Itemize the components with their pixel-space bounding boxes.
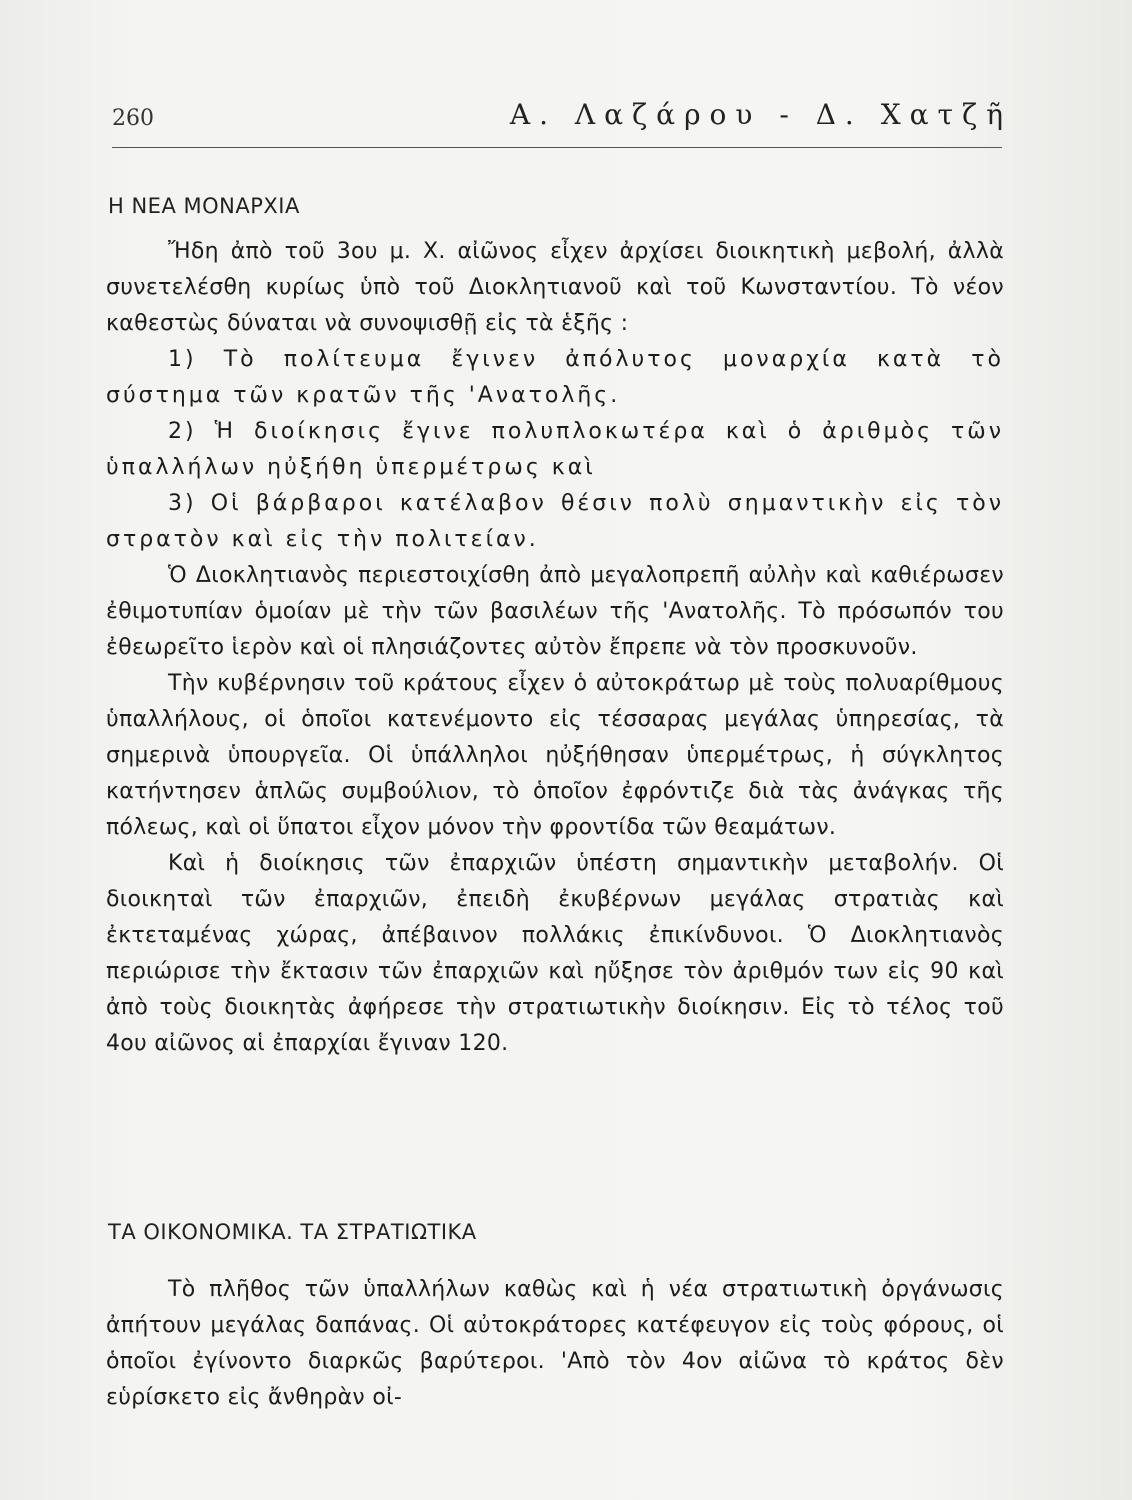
paragraph: Τὸ πλῆθος τῶν ὑπαλλήλων καθὼς καὶ ἡ νέα στρατιωτικὴ ὀργάνωσις ἀπήτουν μεγάλας δαπάνας. Οἱ αὐτοκράτορες κατέφευγον εἰς τοὺς φόρους, οἱ ὁποῖοι ἐγίνοντο διαρκῶς βαρύτεροι. 'Απὸ τὸν 4ον αἰῶνα τὸ κράτος δὲν εὑρίσκετο εἰς ἄνθηρὰν οἰ- xyxy=(106,1277,1004,1410)
section-body-new-monarchy xyxy=(106,234,1004,1062)
header-rule xyxy=(112,147,1002,148)
list-item-2: 2) Ἡ διοίκησις ἔγινε πολυπλοκωτέρα καὶ ὁ ἀριθμὸς τῶν ὑπαλλήλων ηὐξήθη ὑπερμέτρως καὶ xyxy=(106,419,1004,480)
paragraph: Ὁ Διοκλητιανὸς περιεστοιχίσθη ἀπὸ μεγαλοπρεπῆ αὐλὴν καὶ καθιέρωσεν ἐθιμοτυπίαν ὁμοίαν μὲ τὴν τῶν βασιλέων τῆς 'Ανατολῆς. Τὸ πρόσωπόν του ἐθεωρεῖτο ἱερὸν καὶ οἱ πλησιάζοντες αὐτὸν ἔπρεπε νὰ τὸν προσκυνοῦν. xyxy=(106,563,1004,660)
page-number: 260 xyxy=(112,106,154,131)
running-head: Α. Λαζάρου - Δ. Χατζῆ xyxy=(509,98,1012,131)
list-item-1: 1) Τὸ πολίτευμα ἔγινεν ἀπόλυτος μοναρχία κατὰ τὸ σύστημα τῶν κρατῶν τῆς 'Ανατολῆς. xyxy=(106,347,1004,408)
section-title-economics-military: ΤΑ ΟΙΚΟΝΟΜΙΚΑ. ΤΑ ΣΤΡΑΤΙΩΤΙΚΑ xyxy=(108,1220,477,1244)
section-title-new-monarchy: Η ΝΕΑ ΜΟΝΑΡΧΙΑ xyxy=(108,194,300,218)
paragraph: Καὶ ἡ διοίκησις τῶν ἐπαρχιῶν ὑπέστη σημαντικὴν μεταβολήν. Οἱ διοικηταὶ τῶν ἐπαρχιῶν, ἐπειδὴ ἐκυβέρνων μεγάλας στρατιὰς καὶ ἐκτεταμένας χώρας, ἀπέβαινον πολλάκις ἐπικίνδυνοι. Ὁ Διοκλητιανὸς περιώρισε τὴν ἔκτασιν τῶν ἐπαρχιῶν καὶ ηὔξησε τὸν ἀριθμόν των εἰς 90 καὶ ἀπὸ τοὺς διοικητὰς ἀφήρεσε τὴν στρατιωτικὴν διοίκησιν. Εἰς τὸ τέλος τοῦ 4ου αἰῶνος αἱ ἐπαρχίαι ἔγιναν 120. xyxy=(106,851,1004,1056)
paragraph: Τὴν κυβέρνησιν τοῦ κράτους εἶχεν ὁ αὐτοκράτωρ μὲ τοὺς πολυαρίθμους ὑπαλλήλους, οἱ ὁποῖοι κατενέμοντο εἰς τέσσαρας μεγάλας ὑπηρεσίας, τὰ σημερινὰ ὑπουργεῖα. Οἱ ὑπάλληλοι ηὐξήθησαν ὑπερμέτρως, ἡ σύγκλητος κατήντησεν ἁπλῶς συμβούλιον, τὸ ὁποῖον ἐφρόντιζε διὰ τὰς ἀνάγκας τῆς πόλεως, καὶ οἱ ὕπατοι εἶχον μόνον τὴν φροντίδα τῶν θεαμάτων. xyxy=(106,671,1004,840)
section-body-economics-military xyxy=(106,1272,1004,1416)
page-header xyxy=(112,96,1012,140)
paragraph: Ἤδη ἀπὸ τοῦ 3ου μ. Χ. αἰῶνος εἶχεν ἀρχίσει διοικητικὴ μεβολή, ἀλλὰ συνετελέσθη κυρίως ὑπὸ τοῦ Διοκλητιανοῦ καὶ τοῦ Κωνσταντίου. Τὸ νέον καθεστὼς δύναται νὰ συνοψισθῇ εἰς τὰ ἑξῆς : xyxy=(106,239,1004,336)
list-item-3: 3) Οἱ βάρβαροι κατέλαβον θέσιν πολὺ σημαντικὴν εἰς τὸν στρατὸν καὶ εἰς τὴν πολιτείαν. xyxy=(106,491,1004,552)
